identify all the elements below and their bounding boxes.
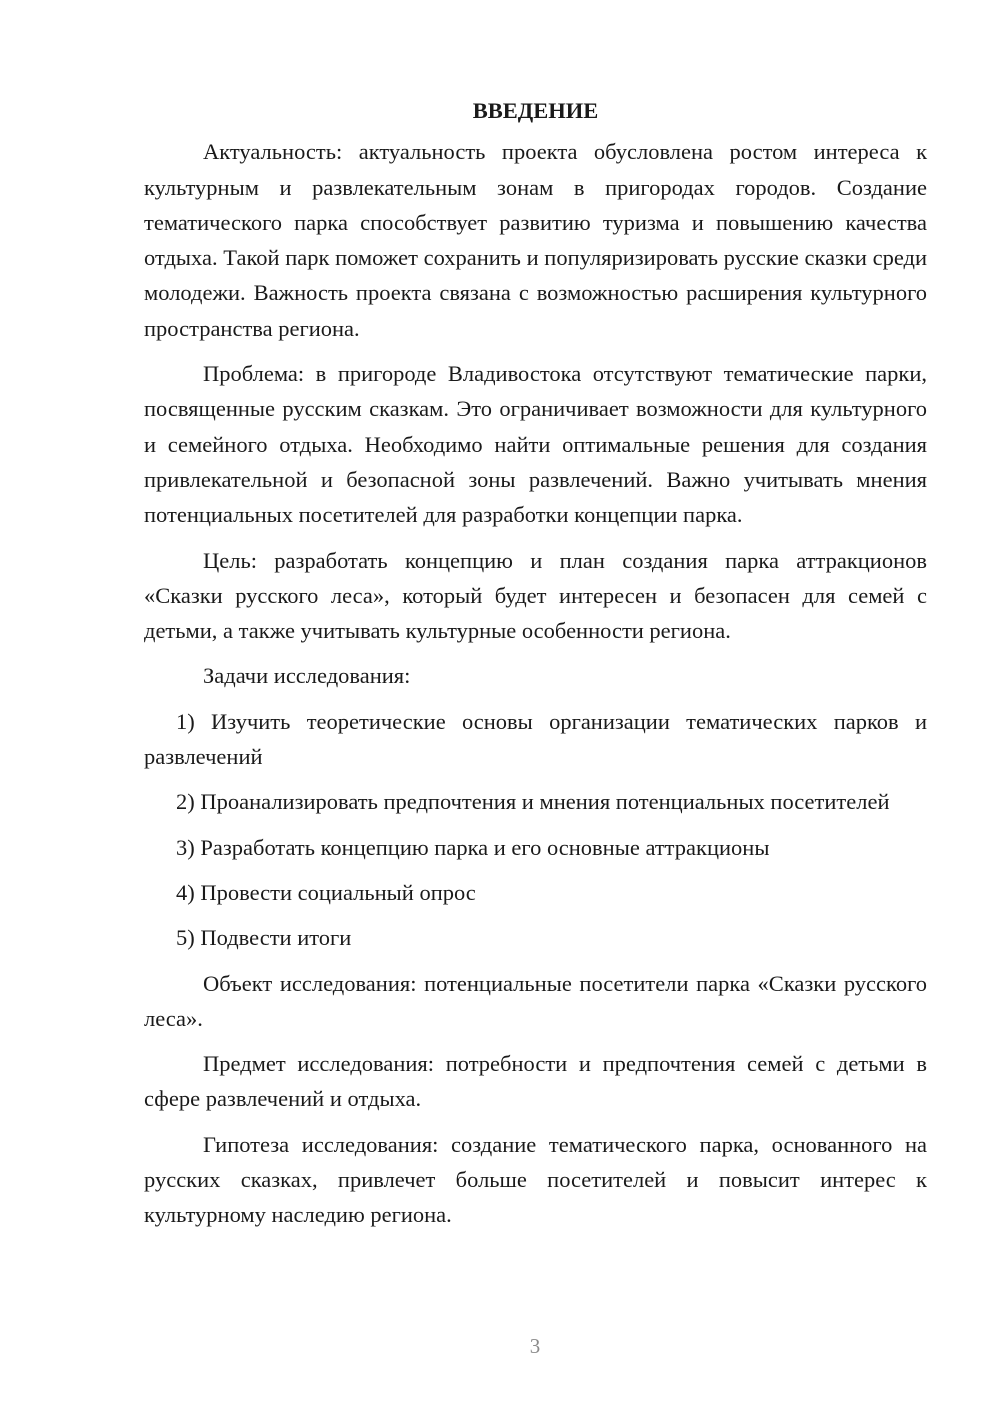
section-heading: ВВЕДЕНИЕ [472,98,599,123]
hypothesis-paragraph: Гипотеза исследования: создание тематического парка, основанного на русских сказках, привлечет больше посетителей и повысит интерес к культурному наследию региона. [144,1131,927,1228]
subject-paragraph: Предмет исследования: потребности и предпочтения семей с детьми в сфере развлечений и отдыха. [144,1051,927,1112]
task-item-2: 2) Проанализировать предпочтения и мнения потенциальных посетителей [176,789,890,815]
object-paragraph: Объект исследования: потенциальные посетители парка «Сказки русского леса». [144,970,927,1031]
goal-paragraph: Цель: разработать концепцию и план создания парка аттракционов «Сказки русского леса», который будет интересен и безопасен для семей с детьми, а также учитывать культурные особенности региона. [144,547,927,644]
task-item-5: 5) Подвести итоги [176,925,352,951]
task-item-4: 4) Провести социальный опрос [176,879,476,905]
problem-paragraph: Проблема: в пригороде Владивостока отсутствуют тематические парки, посвященные русским сказкам. Это ограничивает возможности для культурного и семейного отдыха. Необходимо найти оптимальные решения для создания привлекательной и безопасной зоны развлечений. Важно учитывать мнения потенциальных посетителей для разработки концепции парка. [144,361,927,528]
task-item-3: 3) Разработать концепцию парка и его основные аттракционы [176,834,770,860]
page-number: 3 [529,1334,541,1358]
tasks-heading: Задачи исследования: [203,663,411,689]
relevance-paragraph: Актуальность: актуальность проекта обусловлена ростом интереса к культурным и развлекательным зонам в пригородах городов. Создание тематического парка способствует развитию туризма и повышению качества отдыха. Такой парк поможет сохранить и популяризировать русские сказки среди молодежи. Важность проекта связана с возможностью расширения культурного пространства региона. [144,139,927,341]
page-content [144,93,927,1233]
task-item-1: 1) Изучить теоретические основы организации тематических парков и развлечений [144,708,927,770]
